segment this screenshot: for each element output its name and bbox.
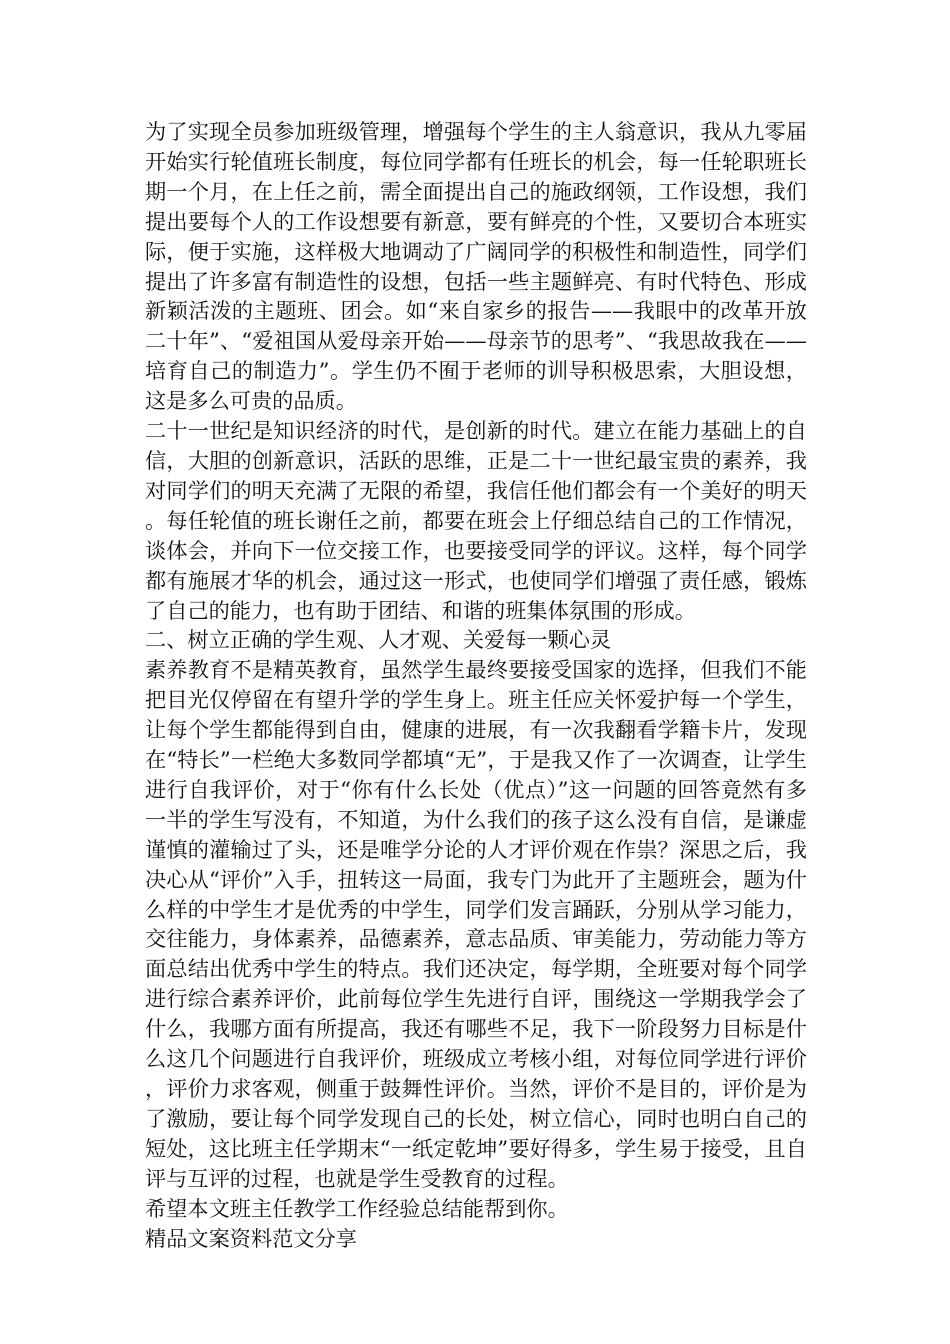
section-heading: 二、树立正确的学生观、人才观、关爱每一颗心灵 (145, 627, 612, 653)
paragraph-rotating-monitor: 为了实现全员参加班级管理，增强每个学生的主人翁意识，我从九零届开始实行轮值班长制度，每位同学都有任班长的机会，每一任轮职班长期一个月，在上任之前，需全面提出自己的施政纲领，工作设想，我们提出要每个人的工作设想要有新意，要有鲜亮的个性，又要切合本班实际，便于实施，这样极大地调动了广阔同学的积极性和制造性，同学们提出了许多富有制造性的设想，包括一些主题鲜亮、有时代特色、形成新颖活泼的主题班、团会。如“来自家乡的报告——我眼中的改革开放二十年”、“爱祖国从爱母亲开始——母亲节的思考”、“我思故我在——培育自己的制造力”。学生仍不囿于老师的训导积极思索，大胆设想，这是多么可贵的品质。 (145, 119, 807, 414)
paragraph-footer-note: 精品文案资料范文分享 (145, 1225, 357, 1251)
paragraph-twenty-first-century: 二十一世纪是知识经济的时代，是创新的时代。建立在能力基础上的自信，大胆的创新意识，活跃的思维，正是二十一世纪最宝贵的素养，我对同学们的明天充满了无限的希望，我信任他们都会有一个美好的明天。每任轮值的班长谢任之前，都要在班会上仔细总结自己的工作情况，谈体会，并向下一位交接工作，也要接受同学的评议。这样，每个同学都有施展才华的机会，通过这一形式，也使同学们增强了责任感，锻炼了自己的能力，也有助于团结、和谐的班集体氛围的形成。 (145, 418, 807, 623)
paragraph-closing-wish: 希望本文班主任教学工作经验总结能帮到你。 (145, 1195, 569, 1221)
paragraph-quality-education: 素养教育不是精英教育，虽然学生最终要接受国家的选择，但我们不能把目光仅停留在有望升学的学生身上。班主任应关怀爱护每一个学生，让每个学生都能得到自由，健康的进展，有一次我翻看学籍卡片，发现在“特长”一栏绝大多数同学都填“无”，于是我又作了一次调查，让学生进行自我评价，对于“你有什么长处（优点）”这一问题的回答竟然有多一半的学生写没有，不知道，为什么我们的孩子这么没有自信，是谦虚谨慎的灌输过了头，还是唯学分论的人才评价观在作祟？深思之后，我决心从“评价”入手，扭转这一局面，我专门为此开了主题班会，题为什么样的中学生才是优秀的中学生，同学们发言踊跃，分别从学习能力，交往能力，身体素养，品德素养，意志品质、审美能力，劳动能力等方面总结出优秀中学生的特点。我们还决定，每学期，全班要对每个同学进行综合素养评价，此前每位学生先进行自评，围绕这一学期我学会了什么，我哪方面有所提高，我还有哪些不足，我下一阶段努力目标是什么这几个问题进行自我评价，班级成立考核小组，对每位同学进行评价，评价力求客观，侧重于鼓舞性评价。当然，评价不是目的，评价是为了激励，要让每个同学发现自己的长处，树立信心，同时也明白自己的短处，这比班主任学期末“一纸定乾坤”要好得多，学生易于接受，且自评与互评的过程，也就是学生受教育的过程。 (145, 657, 807, 1191)
document-page (145, 117, 807, 1253)
